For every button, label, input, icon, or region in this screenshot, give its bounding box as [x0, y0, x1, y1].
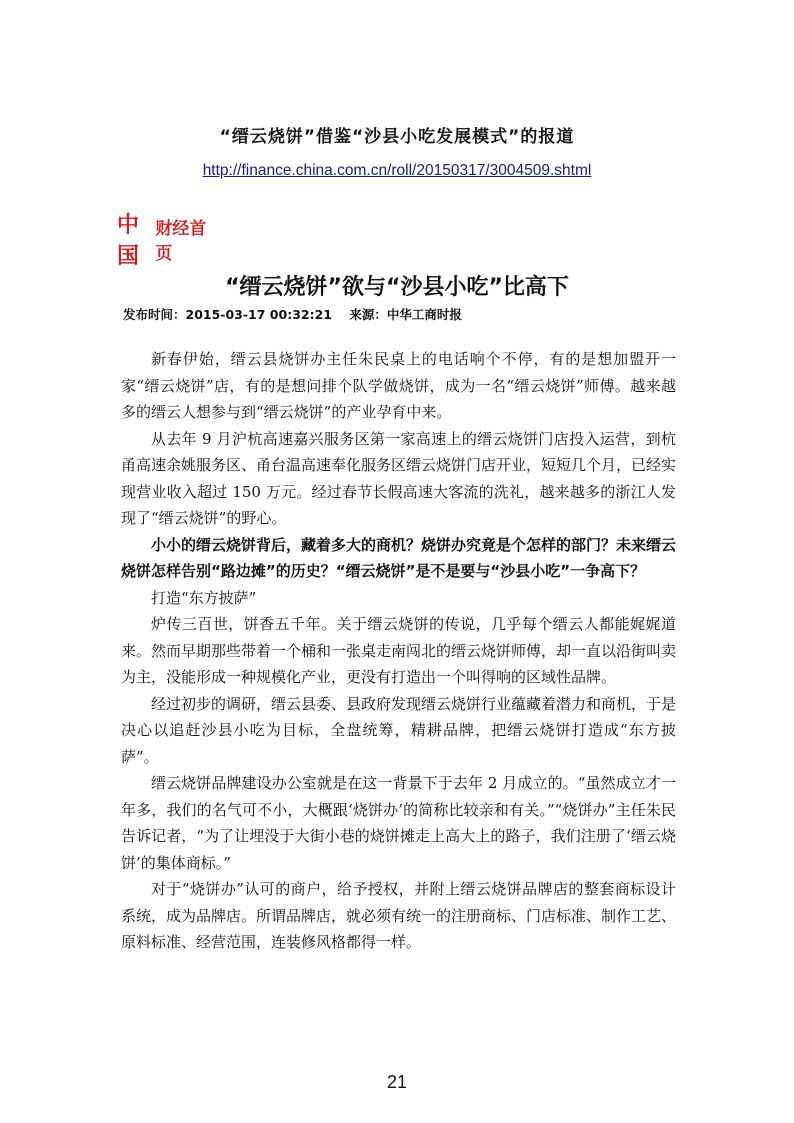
paragraph: 炉传三百世，饼香五千年。关于缙云烧饼的传说，几乎每个缙云人都能娓娓道来。然而早期那些带着一个桶和一张桌走南闯北的缙云烧饼师傅，却一直以沿街叫卖为主，没能形成一种规模化产业，更没有打造出一个叫得响的区域性品牌。 [121, 615, 677, 686]
paragraph: 从去年 9 月沪杭高速嘉兴服务区第一家高速上的缙云烧饼门店投入运营，到杭甬高速余姚服务区、甬台温高速奉化服务区缙云烧饼门店开业，短短几个月，已经实现营业收入超过 150 万元。经过春节长假高速大客流的洗礼，越来越多的浙江人发现了“缙云烧饼”的野心。 [121, 429, 677, 527]
paragraph: 缙云烧饼品牌建设办公室就是在这一背景下于去年 2 月成立的。“虽然成立才一年多，我们的名气可不小，大概跟‘烧饼办’的简称比较亲和有关。”“烧饼办”主任朱民告诉记者，“为了让埋没于大街小巷的烧饼摊走上高大上的路子，我们注册了‘缙云烧饼’的集体商标。” [121, 774, 676, 872]
logo-seal: 中国 [117, 213, 138, 269]
article-meta: 发布时间：2015-03-17 00:32:21 来源：中华工商时报 [123, 307, 462, 322]
document-title: “缙云烧饼”借鉴“沙县小吃发展模式”的报道 [219, 127, 575, 147]
paragraph: 经过初步的调研，缙云县委、县政府发现缙云烧饼行业蕴藏着潜力和商机，于是决心以追赶沙县小吃为目标，全盘统筹，精耕品牌，把缙云烧饼打造成“东方披萨”。 [121, 694, 677, 766]
paragraph: 对于“烧饼办”认可的商户，给予授权，并附上缙云烧饼品牌店的整套商标设计系统，成为品牌店。所谓品牌店，就必须有统一的注册商标、门店标准、制作工艺、原料标准、经营范围，连装修风格都得一样。 [121, 880, 677, 951]
article-body [121, 346, 676, 956]
paragraph: 新春伊始，缙云县烧饼办主任朱民桌上的电话响个不停，有的是想加盟开一家“缙云烧饼”店，有的是想问排个队学做烧饼，成为一名“缙云烧饼”师傅。越来越多的缙云人想参与到“缙云烧饼”的产业孕育中来。 [121, 350, 676, 421]
page-number: 21 [386, 1072, 408, 1092]
china-finance-logo [117, 213, 217, 269]
article-headline: “缙云烧饼”欲与“沙县小吃”比高下 [225, 275, 569, 300]
logo-text: 财经首页 [155, 219, 207, 264]
lead-questions: 小小的缙云烧饼背后，藏着多大的商机？烧饼办究竟是个怎样的部门？未来缙云烧饼怎样告别“路边摊”的历史？“缙云烧饼”是不是要与“沙县小吃”一争高下？ [121, 535, 677, 580]
source-url-link[interactable]: http://finance.china.com.cn/roll/20150317/3004509.shtml [202, 162, 592, 179]
section-heading: 打造“东方披萨” [151, 588, 257, 607]
